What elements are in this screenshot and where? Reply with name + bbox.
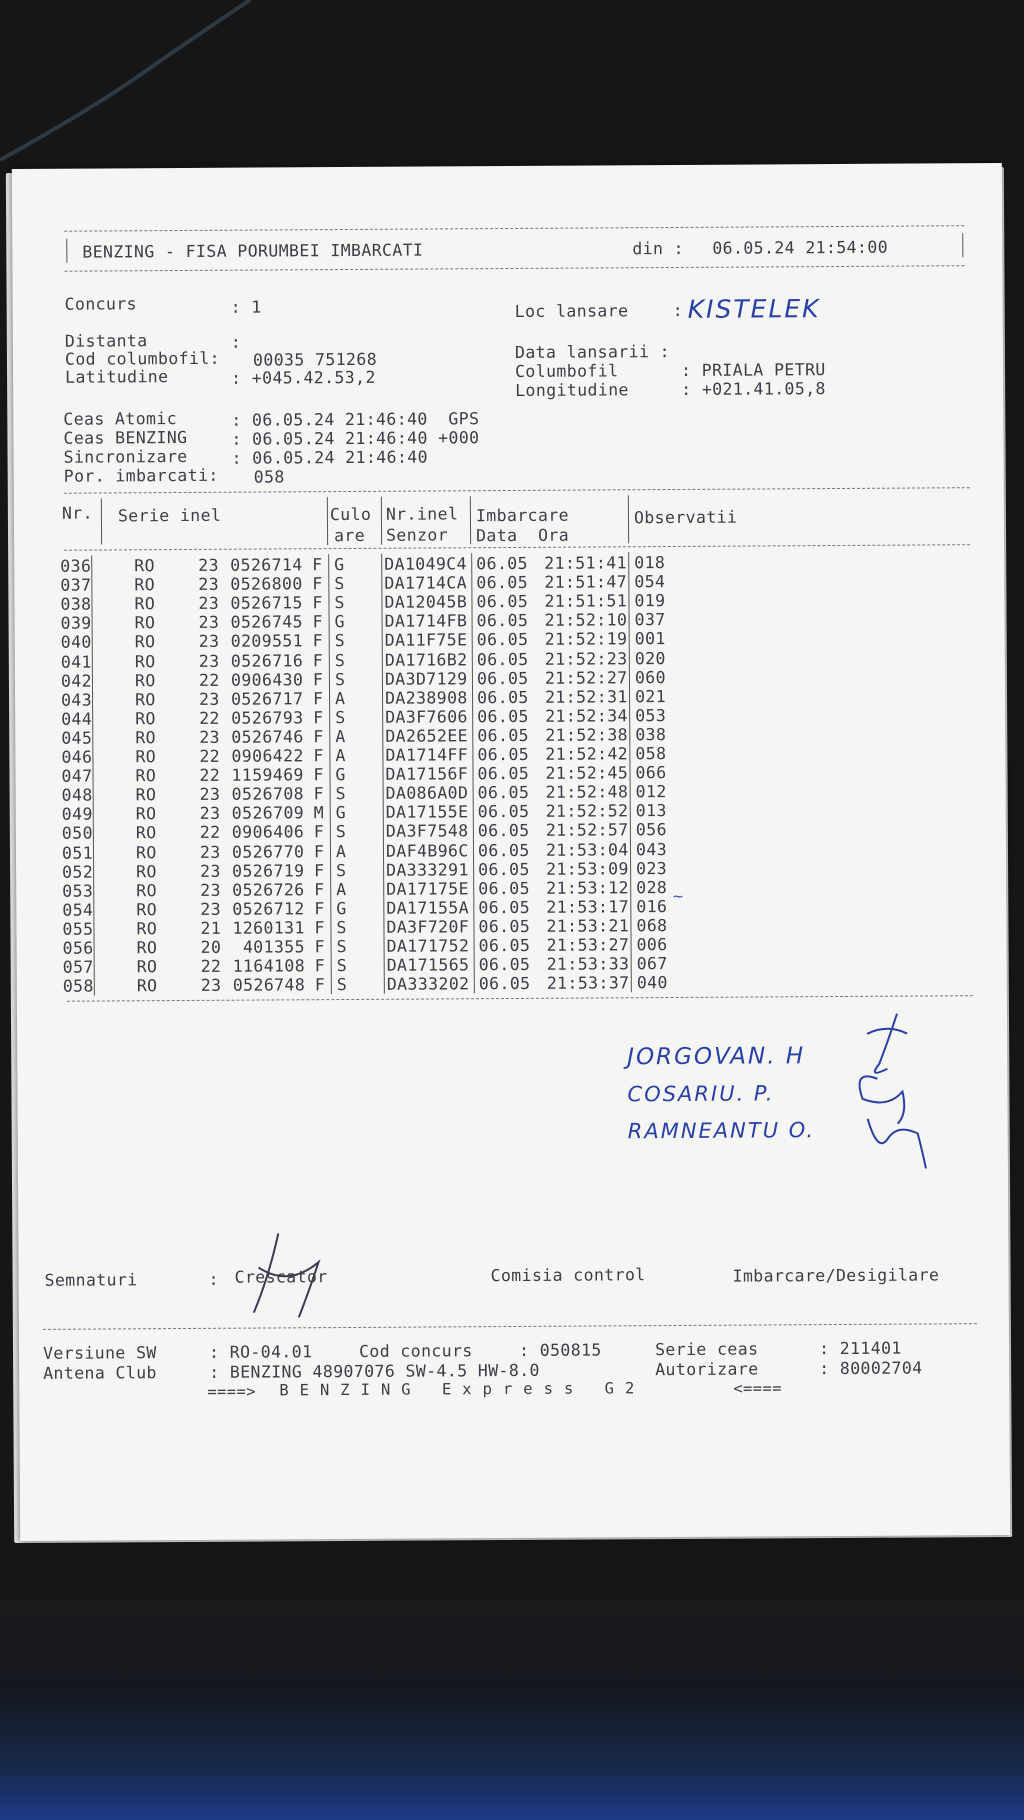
cell-serie: 0526716 [230,650,304,671]
cell-tara: RO [135,823,157,843]
distanta-value: : [230,332,242,352]
columbofil-value: : PRIALA PETRU [681,360,826,380]
cell-observatii: 012 [635,782,667,802]
cell-an: 23 [198,574,220,594]
ceas-benzing-label: Ceas BENZING [63,427,188,448]
cell-observatii: 053 [635,705,667,726]
express-arrow-left: ====> [207,1382,257,1401]
cell-senzor: DAF4B96C [385,840,469,861]
longitudine-value: : +021.41.05,8 [681,379,826,399]
handwritten-name-3: RAMNEANTU O. [627,1118,816,1144]
cell-nr: 055 [62,919,94,939]
cell-ora: 21:52:10 [544,610,628,631]
commission-signatures [12,163,1010,1541]
cell-culoare: S [334,650,346,670]
data-lansarii-label: Data lansarii : [514,342,671,362]
cell-tara: RO [134,651,156,671]
cell-observatii: 021 [634,686,667,706]
cell-serie: 0906406 [231,822,305,843]
cod-columbofil-label: Cod columbofil: [64,348,221,369]
cell-tara: RO [135,766,157,786]
cell-nr: 049 [61,804,93,825]
col-header-are: are [334,525,366,546]
cell-senzor: DA17175E [386,878,469,899]
cell-an: 22 [199,746,221,766]
cell-an: 23 [198,651,220,671]
serie-ceas-label: Serie ceas [654,1339,759,1360]
cell-culoare: S [334,574,345,594]
por-imbarcati-label: Por. imbarcati: [63,465,219,486]
cell-tara: RO [135,842,157,862]
cell-nr: 057 [62,957,94,977]
cell-serie: 0906422 [231,746,304,766]
handwritten-name-2: COSARIU. P. [627,1081,775,1107]
cell-ora: 21:52:23 [544,648,628,669]
cell-nr: 041 [60,652,92,672]
cell-senzor: DA171565 [386,955,470,975]
cell-sex: F [312,555,323,575]
col-header-senzor: Senzor [386,525,449,545]
col-header-observatii: Observatii [633,507,738,528]
express-banner: BENZING Express G2 [279,1379,646,1400]
cell-nr: 045 [61,728,93,748]
cell-an: 23 [198,593,220,614]
cell-tara: RO [136,880,157,900]
antena-club-value: : BENZING 48907076 SW-4.5 HW-8.0 [209,1360,540,1382]
cell-sex: F [312,650,324,670]
cell-senzor: DA1049C4 [384,554,467,574]
cell-serie: 0526726 [232,879,305,900]
cell-tara: RO [136,938,158,958]
cell-tara: RO [135,785,157,805]
cell-an: 23 [199,804,221,824]
cell-an: 23 [199,689,220,709]
cell-senzor: DA12045B [384,592,468,612]
por-imbarcati-value: 058 [253,467,285,487]
cell-data: 06.05 [476,553,528,574]
latitudine-label: Latitudine [65,367,169,387]
cell-senzor: DA1714FF [385,745,469,765]
cell-ora: 21:52:57 [545,820,629,841]
cell-ora: 21:53:04 [545,839,629,860]
loc-lansare-handwritten: KISTELEK [687,294,821,324]
cell-nr: 052 [62,862,94,882]
cell-ora: 21:52:42 [545,744,629,764]
cell-sex: F [312,593,323,613]
cell-sex: F [312,688,324,708]
background-cable [0,0,260,180]
cell-an: 21 [200,918,222,938]
cell-data: 06.05 [476,649,529,669]
cell-tara: RO [134,556,155,576]
cell-an: 23 [200,880,221,900]
cell-senzor: DA1714CA [384,573,468,593]
sincronizare-value: : 06.05.24 21:46:40 [231,447,428,468]
cell-data: 06.05 [477,744,530,765]
cell-nr: 050 [61,823,93,844]
header-din-value: 06.05.24 21:54:00 [712,237,889,258]
cell-senzor: DA3F7606 [385,707,468,727]
cell-tara: RO [135,708,156,729]
cell-serie: 0526748 [232,975,306,995]
cell-data: 06.05 [477,821,530,841]
col-header-culo: Culo [329,504,372,525]
cell-sex: F [313,765,324,785]
cell-senzor: DA333202 [386,974,470,994]
cell-culoare: G [335,765,346,785]
cell-senzor: DA3D7129 [384,668,468,689]
cell-tara: RO [135,689,156,709]
cell-observatii: 056 [635,820,667,840]
cod-concurs-label: Cod concurs [358,1341,473,1361]
cell-senzor: DA238908 [384,687,468,708]
cell-ora: 21:53:27 [546,935,630,955]
cell-senzor: DA1714FB [384,611,468,632]
cell-ora: 21:51:51 [544,591,628,611]
cell-an: 22 [199,823,221,843]
ceas-atomic-label: Ceas Atomic [63,409,178,429]
cell-tara: RO [136,957,158,977]
cell-culoare: A [334,688,346,708]
longitudine-label: Longitudine [515,380,629,400]
cell-serie: 401355 [232,937,305,957]
cell-tara: RO [135,804,157,824]
cell-serie: 0526712 [232,899,305,919]
cell-data: 06.05 [478,974,531,994]
cell-an: 22 [199,708,220,728]
cell-ora: 21:52:45 [545,763,629,783]
cell-tara: RO [134,632,156,652]
ceas-benzing-value: : 06.05.24 21:46:40 +000 [231,428,480,449]
cod-concurs-value: : 050815 [518,1340,602,1360]
cell-an: 23 [198,613,220,633]
cell-nr: 039 [60,613,92,634]
cell-culoare: S [336,937,347,957]
cell-observatii: 060 [634,667,667,687]
imbarcare-desigilare-label: Imbarcare/Desigilare [732,1265,940,1286]
cell-culoare: S [336,956,348,976]
cell-ora: 21:53:37 [546,973,630,993]
cell-senzor: DA3F720F [386,917,470,937]
cell-senzor: DA086A0D [385,783,469,803]
cell-observatii: 066 [635,763,667,783]
handwritten-name-1: JORGOVAN. H [627,1043,806,1071]
semnaturi-colon: : [208,1269,220,1289]
cell-ora: 21:52:34 [545,706,628,726]
cell-senzor: DA333291 [386,859,469,880]
col-header-nrinel: Nr.inel [385,504,459,524]
col-header-imbarcare: Imbarcare [475,505,570,526]
concurs-value: : 1 [230,297,262,317]
sincronizare-label: Sincronizare [63,446,188,467]
cell-nr: 053 [62,881,94,901]
cell-sex: F [314,898,325,918]
loc-lansare-colon: : [672,300,684,321]
cell-data: 06.05 [476,572,529,593]
cell-ora: 21:52:19 [544,629,628,650]
cell-sex: F [313,746,324,766]
cell-sex: F [314,975,326,995]
cell-sex: F [312,612,323,632]
cell-observatii: 040 [636,973,668,993]
cell-senzor: DA11F75E [384,630,468,651]
cell-sex: F [312,669,324,689]
cell-nr: 046 [61,747,93,767]
cell-observatii: 016 [636,896,668,917]
cell-observatii: 068 [636,915,668,936]
cell-nr: 038 [60,594,92,614]
cell-ora: 21:52:48 [545,782,629,802]
cell-data: 06.05 [477,763,530,784]
cell-serie: 0526709 [231,803,305,824]
col-header-data-ora: Data Ora [476,525,570,546]
cell-culoare: S [336,975,348,995]
cell-observatii: 018 [634,553,666,573]
cell-observatii: 028 [636,877,668,897]
cell-culoare: A [336,879,347,899]
cell-tara: RO [136,976,158,996]
cell-tara: RO [136,861,157,881]
columbofil-label: Columbofil [515,361,619,381]
cell-data: 06.05 [477,725,530,746]
cell-tara: RO [134,594,156,614]
cell-tara: RO [134,670,156,690]
cell-an: 23 [199,727,221,747]
cell-observatii: 037 [634,610,666,630]
cell-serie: 0526746 [231,727,304,747]
cell-ora: 21:53:33 [546,954,630,974]
cell-observatii: 038 [635,724,667,745]
cell-sex: F [313,727,324,747]
cell-ora: 21:52:52 [545,801,629,822]
document-sheet [12,163,1010,1541]
cell-serie: 0526719 [232,860,305,881]
header-din-label: din : [632,238,685,259]
cell-sex: F [314,956,326,976]
semnaturi-label: Semnaturi [44,1270,138,1290]
cell-serie: 0526715 [230,593,303,613]
cell-data: 06.05 [476,668,529,688]
cell-an: 22 [200,956,222,976]
cell-sex: M [313,803,325,823]
cell-sex: F [313,841,325,861]
cell-observatii: 019 [634,591,666,611]
cell-nr: 036 [60,556,92,576]
cell-serie: 1260131 [232,918,305,938]
cell-observatii: 006 [636,935,668,955]
cell-an: 22 [198,670,220,690]
cell-culoare: S [334,669,346,689]
cell-sex: F [314,860,325,880]
cell-tara: RO [136,899,158,920]
cell-data: 06.05 [477,783,530,803]
cell-tara: RO [134,613,156,633]
cell-nr: 051 [61,843,94,863]
cell-culoare: S [336,860,347,880]
cell-nr: 054 [62,900,94,920]
cell-culoare: S [335,784,347,804]
cell-ora: 21:51:47 [544,572,628,592]
cell-nr: 043 [61,690,93,710]
express-arrow-right: <==== [733,1379,783,1398]
cell-tara: RO [135,747,157,767]
cell-serie: 0526745 [230,612,303,633]
cell-data: 06.05 [478,878,530,898]
cell-serie: 0906430 [230,669,304,690]
cell-culoare: A [335,726,346,746]
cell-data: 06.05 [478,916,531,937]
cell-ora: 21:53:17 [546,897,630,917]
cell-senzor: DA2652EE [385,726,469,746]
cell-serie: 0526800 [230,574,303,594]
cell-an: 23 [199,784,221,805]
serie-ceas-value: : 211401 [818,1338,902,1359]
latitudine-value: : +045.42.53,2 [231,367,376,388]
cell-ora: 21:52:27 [544,667,628,688]
cell-data: 06.05 [477,840,530,860]
cell-nr: 037 [60,575,92,595]
col-header-nr: Nr. [61,503,93,523]
cell-ora: 21:53:21 [546,916,630,936]
cell-an: 23 [198,555,219,575]
cell-culoare: A [335,841,347,861]
cell-nr: 048 [61,785,93,805]
ceas-atomic-value: : 06.05.24 21:46:40 GPS [231,409,480,430]
cell-senzor: DA17156F [385,764,469,784]
cell-sex: F [314,937,325,957]
cell-serie: 0526714 [230,555,303,575]
col-header-serie: Serie inel [117,505,222,526]
cell-culoare: G [334,555,345,575]
versiune-sw-value: : RO-04.01 [208,1342,313,1362]
cell-observatii: 058 [635,744,667,764]
cell-culoare: G [335,803,347,823]
cell-data: 06.05 [477,802,530,822]
cell-observatii: 054 [634,572,666,592]
cell-nr: 056 [62,938,94,958]
cell-nr: 047 [61,766,93,786]
cell-sex: F [313,822,325,842]
cell-ora: 21:53:12 [546,877,629,898]
versiune-sw-label: Versiune SW [42,1343,157,1363]
cell-sex: F [314,918,325,938]
cell-an: 23 [200,975,222,996]
cell-serie: 0526708 [231,784,305,804]
cell-ora: 21:51:41 [544,553,627,573]
cell-serie: 1159469 [231,765,304,785]
cell-data: 06.05 [476,592,529,612]
obs-pen-mark: ~ [672,888,687,906]
autorizare-value: : 80002704 [819,1358,923,1379]
cod-columbofil-value: 00035 751268 [252,349,378,370]
cell-tara: RO [135,728,157,748]
comisia-control-label: Comisia control [490,1265,646,1286]
cell-culoare: G [336,898,347,918]
cell-culoare: A [335,746,346,766]
cell-sex: F [313,784,325,804]
cell-observatii: 067 [636,954,668,974]
cell-sex: F [314,879,325,899]
antena-club-label: Antena Club [43,1363,157,1383]
cell-data: 06.05 [478,859,530,879]
cell-senzor: DA1716B2 [384,649,468,670]
cell-an: 23 [200,861,221,881]
cell-senzor: DA17155A [386,898,470,918]
cell-data: 06.05 [478,897,531,917]
cell-sex: F [312,631,324,651]
cell-an: 23 [198,632,220,652]
cell-data: 06.05 [478,935,531,956]
cell-sex: F [312,574,323,594]
document-title: BENZING - FISA PORUMBEI IMBARCATI [82,240,424,262]
cell-data: 06.05 [477,706,529,727]
cell-ora: 21:53:09 [546,858,629,879]
loc-lansare-label: Loc lansare [514,301,629,321]
cell-observatii: 013 [635,801,667,821]
cell-an: 20 [200,937,222,957]
cell-observatii: 001 [634,629,666,649]
crescator-label: Crescator [234,1267,328,1287]
cell-culoare: S [334,593,345,613]
cell-an: 23 [200,899,222,919]
cell-sex: F [313,707,324,728]
cell-data: 06.05 [476,630,529,650]
cell-data: 06.05 [476,611,529,631]
cell-data: 06.05 [476,687,529,707]
cell-serie: 0209551 [230,631,304,652]
cell-nr: 042 [60,671,93,691]
cell-tara: RO [134,575,156,595]
cell-culoare: S [334,631,346,651]
cell-nr: 044 [61,709,93,729]
cell-observatii: 020 [634,648,666,668]
cell-an: 23 [199,842,221,862]
cell-serie: 0526793 [231,708,304,728]
cell-ora: 21:52:31 [544,686,628,707]
concurs-label: Concurs [64,294,138,314]
distanta-label: Distanta [64,331,148,351]
cell-senzor: DA171752 [386,936,470,956]
cell-data: 06.05 [478,954,531,975]
cell-culoare: G [334,612,345,632]
cell-culoare: S [335,707,346,727]
cell-an: 22 [199,765,221,785]
cell-serie: 0526770 [231,841,305,862]
cell-serie: 0526717 [231,688,304,709]
table-surface [0,1600,1024,1820]
cell-culoare: S [336,917,347,937]
cell-observatii: 023 [636,858,668,878]
autorizare-label: Autorizare [655,1359,759,1380]
cell-serie: 1164108 [232,956,306,976]
cell-nr: 058 [62,976,94,996]
cell-senzor: DA17155E [385,802,469,823]
cell-culoare: S [335,822,347,842]
cell-observatii: 043 [635,839,668,859]
cell-tara: RO [136,919,158,939]
cell-nr: 040 [60,632,92,653]
cell-ora: 21:52:38 [545,725,629,745]
cell-senzor: DA3F7548 [385,821,469,842]
